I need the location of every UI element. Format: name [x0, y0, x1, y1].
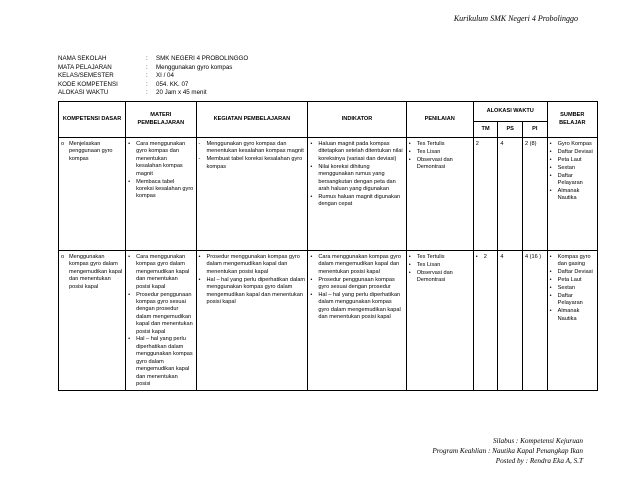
footer-line: Silabus : Kompetensi Kejuruan [492, 437, 583, 445]
info-value: XI / 04 [156, 72, 174, 80]
list-item: Cara menggunakan kompas gyro dalam mengemudikan kapal dan menentukan posisi kapal [136, 254, 190, 290]
list-item: Membuat tabel koreksi kesalahan gyro kompas [206, 156, 303, 170]
tm-value: 2 [483, 254, 487, 260]
list-item: Nilai koreksi dihitung menggunakan rumus yang bersangkutan dengan peta dan arah haluan yang digunakan [318, 163, 396, 192]
penilaian-cell [406, 251, 473, 391]
bullet-icon: • [549, 148, 552, 155]
info-separator: : [146, 80, 148, 88]
list-item: Cara menggunakan gyro kompas dan menentukan kesalahan kompas magnit [136, 141, 186, 177]
list-item: Prosedur menggunakan kompas gyro dalam mengemudikan kapal dan menentukan posisi kapal [206, 254, 300, 275]
sumber-cell [547, 138, 597, 251]
list-item: Rumus haluan magnit digunakan dengan cepat [318, 193, 401, 208]
bullet-icon: • [310, 276, 313, 283]
header-alokasi: ALOKASI WAKTU [473, 102, 547, 122]
list-item: Peta Laut [557, 277, 582, 284]
row-marker: o [61, 254, 65, 260]
header-materi: MATERI PEMBELAJARAN [126, 102, 196, 138]
bullet-icon: • [408, 148, 411, 155]
list-item: Almanak Nautika [557, 187, 580, 202]
bullet-icon: • [408, 261, 411, 268]
bullet-icon: • [128, 336, 131, 343]
footer-line: Posted by : Rendra Eka A, S.T [495, 457, 583, 466]
dash-marker: - [198, 141, 201, 147]
bullet-icon: • [549, 277, 552, 284]
bullet-icon: • [310, 292, 313, 299]
bullet-icon: • [549, 293, 552, 300]
info-label: MATA PELAJARAN [58, 63, 112, 71]
header-indikator: INDIKATOR [308, 102, 406, 138]
info-label: KELAS/SEMESTER [58, 72, 114, 80]
list-item: Tes Lisan [416, 148, 441, 155]
info-separator: : [146, 55, 148, 62]
info-block [58, 55, 248, 98]
row-marker: o [61, 141, 65, 147]
list-item: Prosedur penggunaan kompas gyro sesuai dengan prosedur [318, 276, 395, 291]
list-item: Observasi dan Demontrasi [416, 156, 453, 171]
kompetensi-text: Menjelaskan penggunaan gyro kompas [69, 141, 113, 162]
bullet-icon: • [408, 254, 411, 260]
list-item: Tes Tertulis [416, 141, 445, 147]
footer-line: Program Keahlian : Nautika Kapal Penangkap Ikan [432, 447, 583, 456]
list-item: Prosedur penggunaan kompas gyro sesuai dengan prosedur dalam mengemudikan kapal dan menentukan posisi kapal [136, 291, 193, 335]
bullet-icon: • [549, 164, 552, 171]
list-item: Membaca tabel koreksi kesalahan gyro kompas [136, 178, 194, 200]
list-item: Hal – hal yang perlu diperhatikan dalam menggunakan kompas gyro dalam mengemudikan kapal dan menentukan posisi [136, 336, 193, 387]
list-item: Observasi dan Demontrasi [416, 269, 453, 284]
list-item: Tes Tertulis [416, 254, 445, 260]
bullet-icon: • [310, 163, 313, 170]
kompetensi-text: Menggunakan kompas gyro dalam mengemudikan kapal dan menentukan posisi kapal [69, 254, 123, 290]
bullet-icon: • [128, 291, 131, 298]
bullet-icon: • [549, 254, 552, 260]
bullet-icon: • [549, 269, 552, 276]
info-label: KODE KOMPETENSI [58, 80, 118, 88]
bullet-icon: • [310, 193, 313, 200]
list-item: Cara menggunakan kompas gyro dalam mengemudikan kapal dan menentukan posisi kapal [318, 254, 402, 275]
info-value: SMK NEGERI 4 PROBOLINGGO [156, 55, 249, 62]
list-item: Hal – hal yang perlu diperhatikan dalam menggunakan kompas gyro dalam mengemudikan kapal dan menentukan posisi kapal [318, 292, 401, 321]
info-label: ALOKASI WAKTU [58, 89, 109, 97]
kegiatan-cell [196, 251, 308, 391]
info-value: 054. KK. 07 [156, 80, 189, 88]
header-kegiatan: KEGIATAN PEMBELAJARAN [196, 102, 308, 138]
list-item: Sextan [557, 164, 576, 171]
info-separator: : [146, 63, 148, 71]
bullet-icon: • [549, 285, 552, 292]
list-item: Daftar Pelayaran [557, 172, 583, 187]
ps-cell: 4 [498, 251, 523, 391]
list-item: Kompas gyro dan gasing [557, 254, 591, 268]
bullet-icon: • [310, 141, 313, 147]
penilaian-cell [406, 138, 473, 251]
list-item: Menggunakan gyro kompas dan menentukan kesalahan kompas magnit [206, 141, 304, 155]
list-item: Almanak Nautika [557, 308, 580, 322]
dash-marker: - [198, 156, 201, 163]
bullet-icon: • [549, 141, 552, 147]
list-item: Haluan magnit pada kompas ditetapkan setelah ditentukan nilai koreksinya (variasi dan deviasi) [318, 141, 403, 162]
bullet-icon: • [408, 141, 411, 147]
info-row [58, 81, 248, 90]
info-value: Menggunakan gyro kompas [156, 63, 233, 71]
kegiatan-cell [196, 138, 308, 251]
ps-cell: 4 [498, 138, 523, 251]
info-row [58, 72, 248, 81]
list-item: Daftar Pelayaran [557, 293, 583, 307]
pi-cell: 2 (8) [522, 138, 547, 251]
table-row [59, 138, 598, 251]
sumber-cell [547, 251, 597, 391]
info-row [58, 64, 248, 73]
bullet-icon: • [128, 254, 131, 260]
bullet-icon: • [310, 254, 313, 260]
footer [432, 436, 583, 467]
materi-cell [126, 138, 196, 251]
header-ps: PS [498, 122, 523, 138]
header-kompetensi: KOMPETENSI DASAR [59, 102, 126, 138]
header-tm: TM [473, 122, 498, 138]
table-row [59, 251, 598, 391]
header-penilaian: PENILAIAN [406, 102, 473, 138]
bullet-icon: • [128, 178, 131, 185]
header-pi: PI [522, 122, 547, 138]
list-item: Gyro Kompas [557, 141, 592, 147]
indikator-cell [308, 138, 406, 251]
info-label: NAMA SEKOLAH [58, 55, 107, 62]
kompetensi-cell [59, 251, 126, 391]
bullet-icon: • [408, 156, 411, 163]
header-sumber: SUMBER BELAJAR [547, 102, 597, 138]
indikator-cell [308, 251, 406, 391]
syllabus-table [58, 101, 598, 391]
info-row [58, 55, 248, 64]
info-row [58, 89, 248, 98]
list-item: Sextan [557, 285, 576, 292]
bullet-icon: • [549, 308, 552, 315]
bullet-icon: • [408, 269, 411, 276]
bullet-icon: • [198, 254, 201, 260]
info-separator: : [146, 89, 148, 97]
bullet-icon: • [549, 156, 552, 163]
tm-cell [473, 251, 498, 391]
bullet-icon: • [128, 141, 131, 147]
bullet-icon: • [475, 254, 478, 260]
bullet-icon: • [549, 172, 552, 179]
header-note: Kurikulum SMK Negeri 4 Probolinggo [453, 14, 578, 23]
list-item: Tes Lisan [416, 261, 441, 268]
list-item: Hal – hal yang perlu diperhatikan dalam menggunakan kompas gyro dalam mengemudikan kapal dan menentukan posisi kapal [206, 276, 306, 305]
list-item: Daftar Deviasi [557, 269, 593, 276]
info-value: 20 Jam x 45 menit [156, 89, 207, 97]
bullet-icon: • [549, 187, 552, 194]
bullet-icon: • [198, 276, 201, 283]
materi-cell [126, 251, 196, 391]
pi-cell: 4 (16 ) [522, 251, 547, 391]
list-item: Daftar Deviasi [557, 148, 593, 155]
info-separator: : [146, 72, 148, 80]
kompetensi-cell [59, 138, 126, 251]
list-item: Peta Laut [557, 156, 582, 163]
tm-cell: 2 [473, 138, 498, 251]
